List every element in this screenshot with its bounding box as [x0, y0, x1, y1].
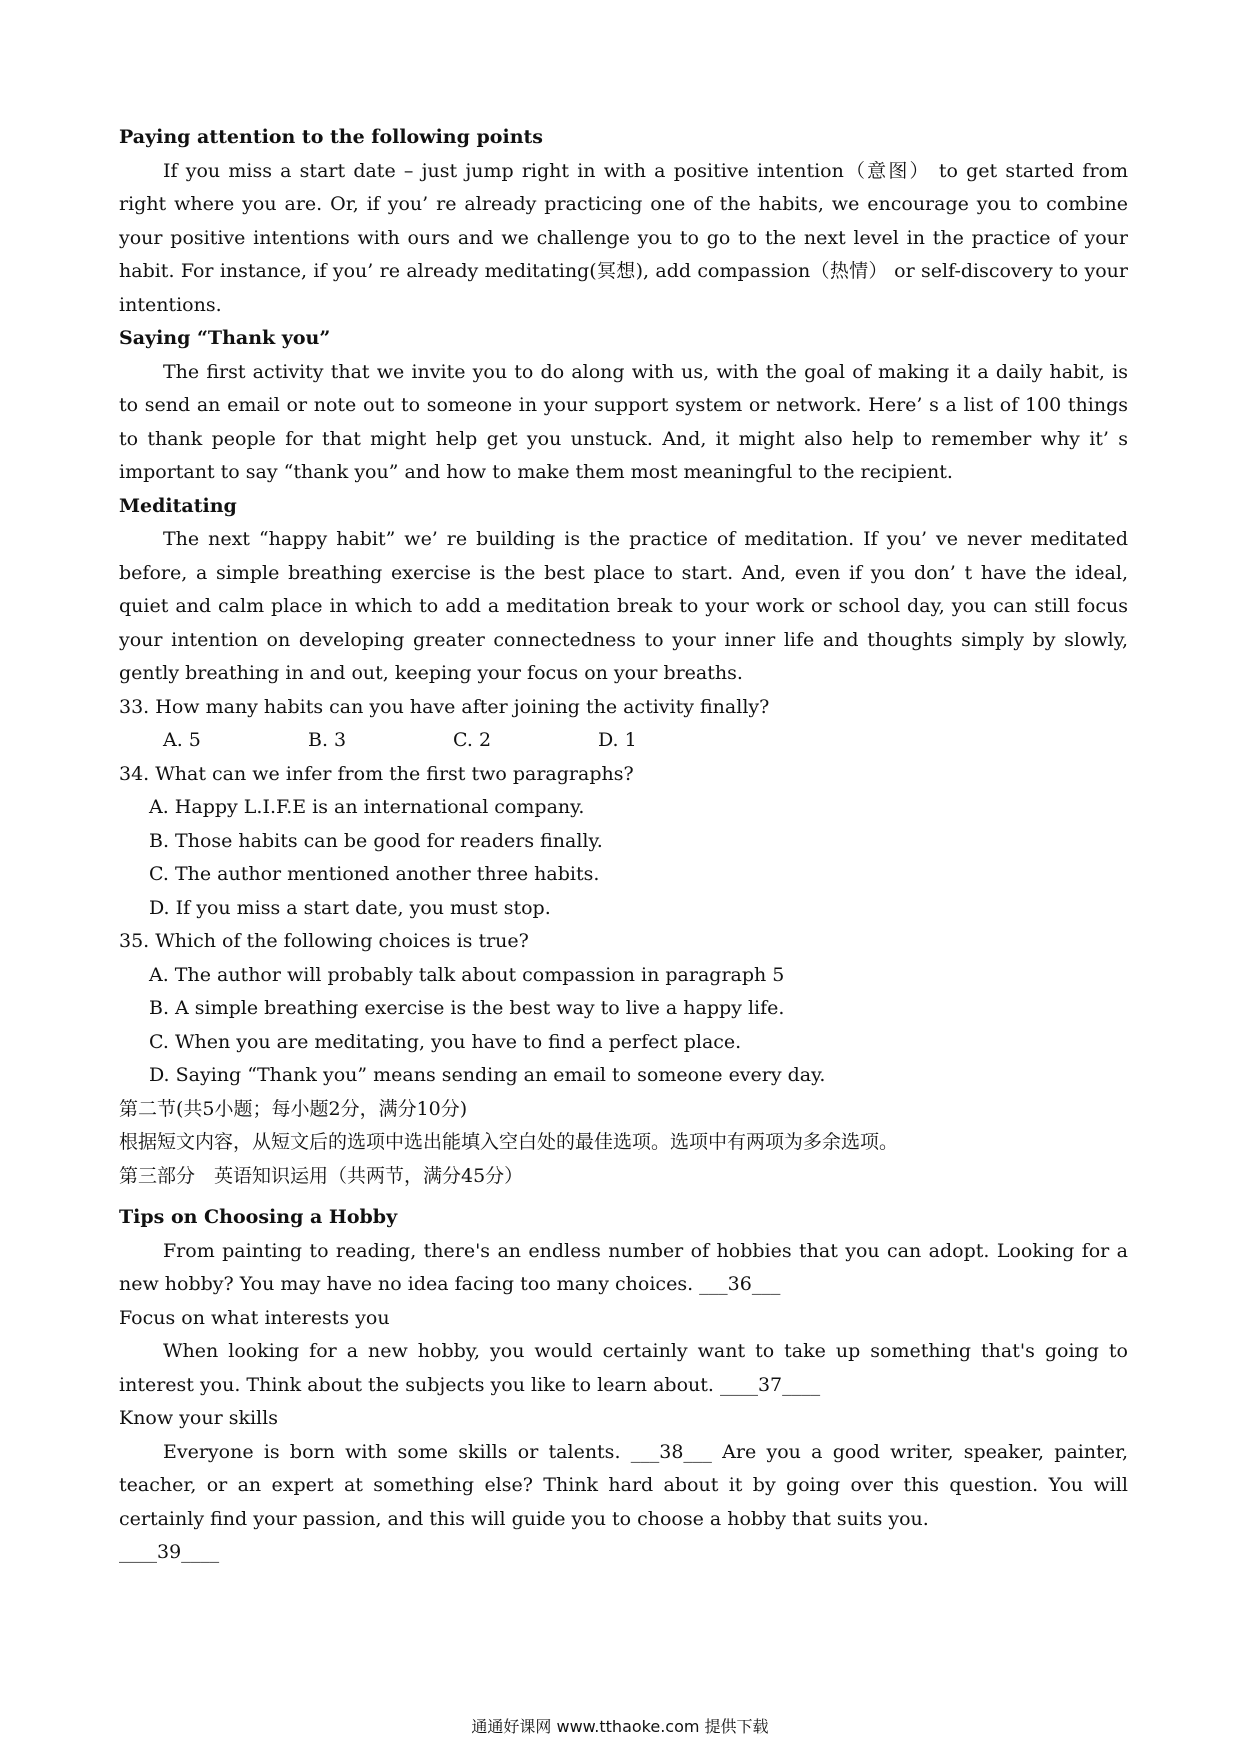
option: D. 1 [598, 729, 637, 751]
spacer [119, 1193, 1128, 1201]
subheading: Focus on what interests you [119, 1306, 390, 1329]
question-33: 33. How many habits can you have after joining the activity finally? [119, 695, 770, 718]
question-33-options [119, 724, 1128, 758]
option: B. A simple breathing exercise is the best way to live a happy life. [149, 997, 785, 1019]
section-heading: Saying “Thank you” [119, 327, 331, 349]
paragraph: When looking for a new hobby, you would certainly want to take up something that's going to interest you. Think about the subjects you like to learn about. ____37____ [119, 1340, 1128, 1396]
option: D. Saying “Thank you” means sending an email to someone every day. [149, 1064, 826, 1086]
passage-title: Tips on Choosing a Hobby [119, 1206, 398, 1228]
paragraph: If you miss a start date – just jump right in with a positive intention（意图） to get started from right where you are. Or, if you’ re already practicing one of the habits, we encourage you to combine your positive intentions with ours and we challenge you to go to the next level in the practice of your habit. For instance, if you’ re already meditating(冥想), add compassion（热情） or self-discovery to your intentions. [119, 159, 1128, 316]
option: C. The author mentioned another three habits. [149, 863, 600, 885]
document-content [119, 121, 1128, 1570]
option: C. 2 [453, 729, 492, 751]
option: A. The author will probably talk about compassion in paragraph 5 [149, 963, 785, 986]
paragraph: The first activity that we invite you to do along with us, with the goal of making it a daily habit, is to send an email or note out to someone in your support system or network. Here’ s a list of 100 things to thank people for that might help get you unstuck. And, it might also help to remember why it’ s important to say “thank you” and how to make them most meaningful to the recipient. [119, 360, 1128, 483]
option: C. When you are meditating, you have to find a perfect place. [149, 1030, 742, 1053]
paragraph: The next “happy habit” we’ re building is the practice of meditation. If you’ ve never meditated before, a simple breathing exercise is the best place to start. And, even if you don’ t have the ideal, quiet and calm place in which to add a meditation break to your work or school day, you can still focus your intention on developing greater connectedness to your inner life and thoughts simply by slowly, gently breathing in and out, keeping your focus on your breaths. [119, 528, 1128, 684]
paragraph: From painting to reading, there's an endless number of hobbies that you can adopt. Looking for a new hobby? You may have no idea facing too many choices. ___36___ [119, 1239, 1128, 1295]
subheading: Know your skills [119, 1407, 278, 1429]
option: A. Happy L.I.F.E is an international company. [149, 796, 585, 818]
option: B. Those habits can be good for readers finally. [149, 829, 603, 852]
section-instruction: 第三部分 英语知识运用（共两节，满分45分） [119, 1164, 524, 1187]
section-heading: Meditating [119, 494, 237, 517]
option: B. 3 [308, 729, 347, 751]
question-34: 34. What can we infer from the first two paragraphs? [119, 762, 634, 785]
paragraph: Everyone is born with some skills or talents. ___38___ Are you a good writer, speaker, painter, teacher, or an expert at something else? Think hard about it by going over this question. You will certainly find your passion, and this will guide you to choose a hobby that suits you. [119, 1440, 1128, 1530]
section-instruction: 根据短文内容，从短文后的选项中选出能填入空白处的最佳选项。选项中有两项为多余选项。 [119, 1131, 899, 1153]
section-heading: Paying attention to the following points [119, 126, 543, 148]
option: A. 5 [163, 729, 201, 751]
footer: 通通好课网 www.tthaoke.com 提供下载 [471, 1717, 769, 1736]
question-35: 35. Which of the following choices is true? [119, 930, 529, 952]
blank-39: ____39____ [119, 1541, 220, 1563]
option: D. If you miss a start date, you must stop. [149, 896, 551, 919]
section-instruction: 第二节(共5小题；每小题2分，满分10分) [119, 1097, 468, 1120]
